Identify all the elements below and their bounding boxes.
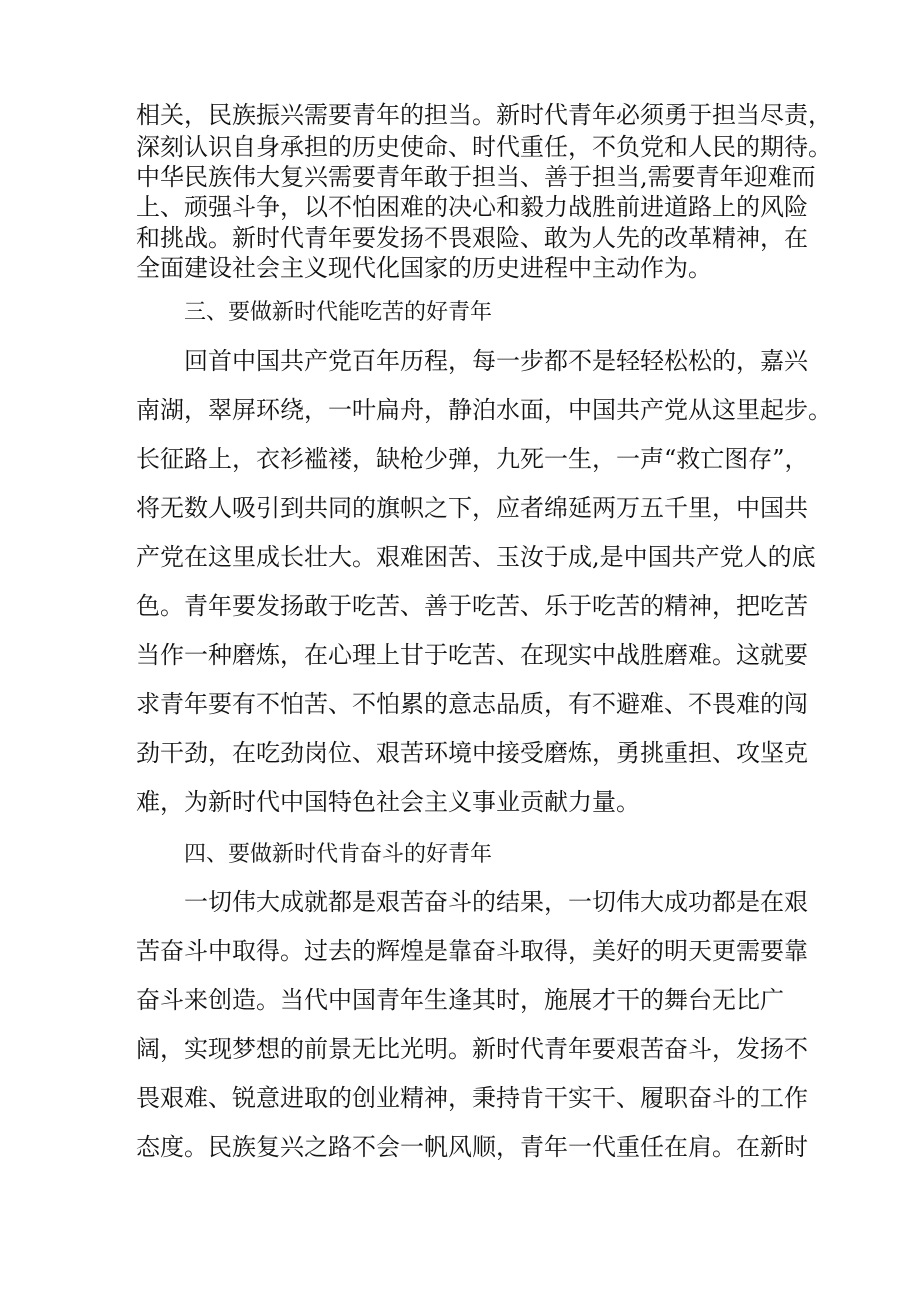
paragraph-2-line-5: 产党在这里成长壮大。艰难困苦、玉汝于成,是中国共产党人的底 xyxy=(136,543,816,571)
paragraph-2-line-2: 南湖，翠屏环绕，一叶扁舟，静泊水面，中国共产党从这里起步。 xyxy=(136,396,832,424)
paragraph-3-line-6: 态度。民族复兴之路不会一帆风顺，青年一代重任在肩。在新时 xyxy=(136,1133,808,1161)
section-heading-4: 四、要做新时代肯奋斗的好青年 xyxy=(184,842,493,867)
paragraph-2-line-7: 当作一种磨炼，在心理上甘于吃苦、在现实中战胜磨难。这就要 xyxy=(136,641,808,669)
paragraph-2-line-6: 色。青年要发扬敢于吃苦、善于吃苦、乐于吃苦的精神，把吃苦 xyxy=(136,592,808,620)
paragraph-3-line-2: 苦奋斗中取得。过去的辉煌是靠奋斗取得，美好的明天更需要靠 xyxy=(136,937,808,965)
paragraph-1-line-5: 和挑战。新时代青年要发扬不畏艰险、敢为人先的改革精神，在 xyxy=(136,224,808,252)
paragraph-2-line-8: 求青年要有不怕苦、不怕累的意志品质，有不避难、不畏难的闯 xyxy=(136,690,808,718)
paragraph-1-line-2: 深刻认识自身承担的历史使命、时代重任，不负党和人民的期待。 xyxy=(136,133,832,161)
paragraph-3-line-1: 一切伟大成就都是艰苦奋斗的结果，一切伟大成功都是在艰 xyxy=(184,888,808,916)
paragraph-2-line-9: 劲干劲，在吃劲岗位、艰苦环境中接受磨炼，勇挑重担、攻坚克 xyxy=(136,739,808,767)
paragraph-1-line-3: 中华民族伟大复兴需要青年敢于担当、善于担当,需要青年迎难而 xyxy=(136,163,816,191)
paragraph-1-line-1: 相关，民族振兴需要青年的担当。新时代青年必须勇于担当尽责， xyxy=(136,101,832,129)
paragraph-3-line-4: 阔，实现梦想的前景无比光明。新时代青年要艰苦奋斗，发扬不 xyxy=(136,1035,808,1063)
section-heading-3: 三、要做新时代能吃苦的好青年 xyxy=(184,300,493,325)
paragraph-2-line-3: 长征路上，衣衫褴褛，缺枪少弹，九死一生，一声“救亡图存”， xyxy=(136,445,809,473)
paragraph-2-line-4: 将无数人吸引到共同的旗帜之下，应者绵延两万五千里，中国共 xyxy=(136,494,808,522)
paragraph-1-line-6: 全面建设社会主义现代化国家的历史进程中主动作为。 xyxy=(136,254,712,282)
paragraph-2-line-1: 回首中国共产党百年历程，每一步都不是轻轻松松的，嘉兴 xyxy=(184,347,808,375)
paragraph-1-line-4: 上、顽强斗争，以不怕困难的决心和毅力战胜前进道路上的风险 xyxy=(136,193,808,221)
paragraph-3-line-3: 奋斗来创造。当代中国青年生逢其时，施展才干的舞台无比广 xyxy=(136,986,784,1014)
paragraph-3-line-5: 畏艰难、锐意进取的创业精神，秉持肯干实干、履职奋斗的工作 xyxy=(136,1084,808,1112)
paragraph-2-line-10: 难，为新时代中国特色社会主义事业贡献力量。 xyxy=(136,788,640,816)
